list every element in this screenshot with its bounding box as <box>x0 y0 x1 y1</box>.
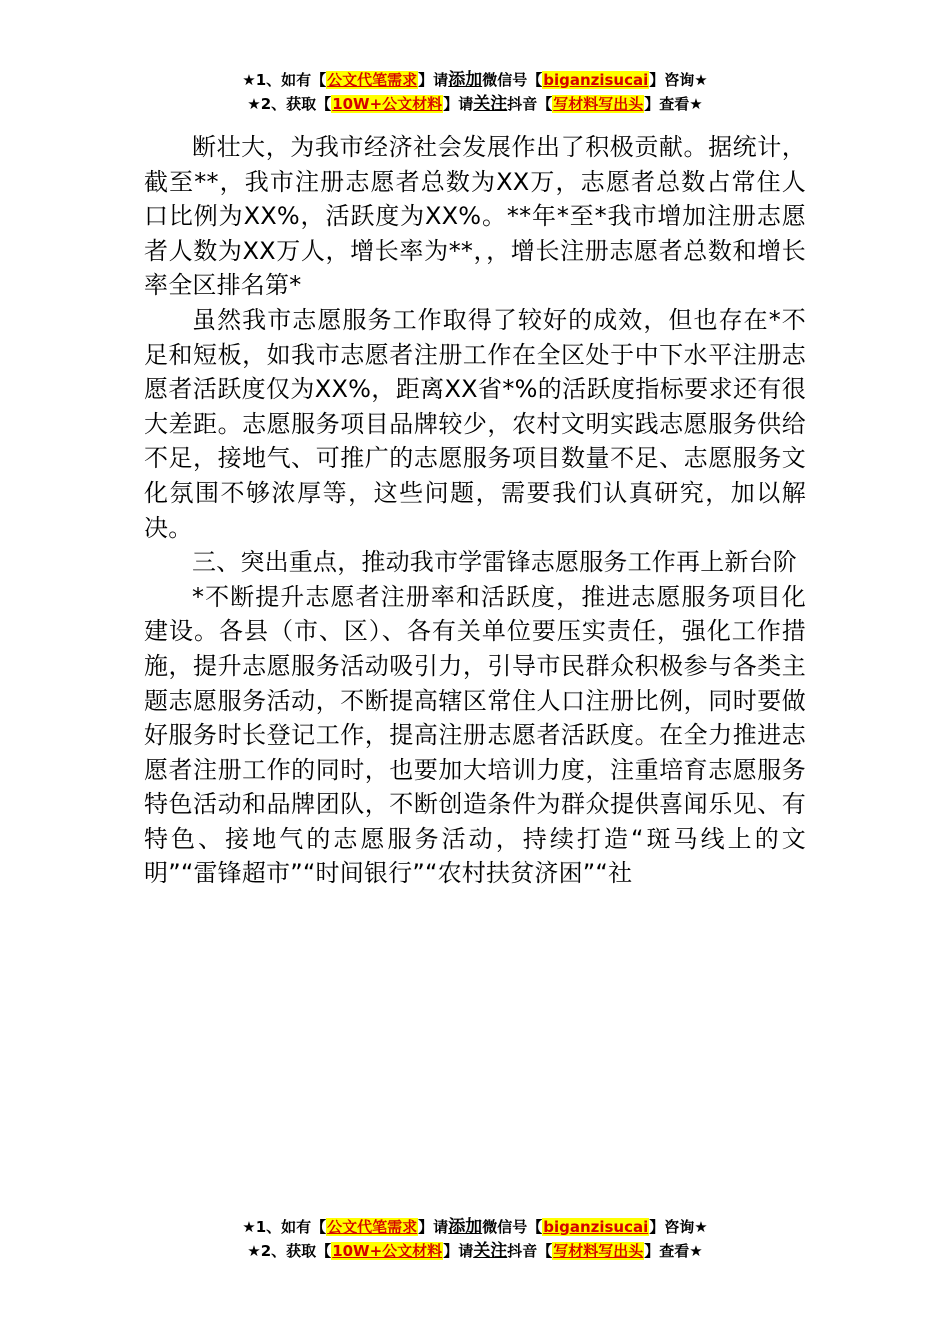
banner-emphasis: 关注 <box>473 1241 508 1261</box>
banner-text: 抖音【 <box>507 1242 553 1260</box>
star-icon: ★ <box>247 1242 261 1260</box>
banner-line-2 <box>0 1239 950 1263</box>
banner-text: 】请 <box>418 1218 449 1236</box>
star-icon: ★ <box>242 71 256 89</box>
banner-emphasis: 添加 <box>448 1217 483 1237</box>
section-heading: 三、突出重点，推动我市学雷锋志愿服务工作再上新台阶 <box>192 548 797 577</box>
banner-line-2 <box>0 92 950 116</box>
banner-text: 】查看 <box>644 95 690 113</box>
banner-text: 微信号【 <box>482 71 543 89</box>
highlight-service: 公文代笔需求 <box>327 1218 418 1236</box>
highlight-douyin: 写材料写出头 <box>553 95 644 113</box>
banner-text: 】咨询 <box>649 71 695 89</box>
banner-text: 1、如有【 <box>255 1218 327 1236</box>
banner-text: 】请 <box>443 95 474 113</box>
banner-text: 1、如有【 <box>255 71 327 89</box>
highlight-wechat-id: biganzisucai <box>543 1218 649 1236</box>
star-icon: ★ <box>694 71 708 89</box>
banner-text: 】咨询 <box>649 1218 695 1236</box>
banner-emphasis: 关注 <box>473 94 508 114</box>
document-body <box>144 130 806 891</box>
highlight-douyin: 写材料写出头 <box>553 1242 644 1260</box>
banner-text: 】查看 <box>644 1242 690 1260</box>
star-icon: ★ <box>689 95 703 113</box>
header-banner <box>0 68 950 116</box>
banner-emphasis: 添加 <box>448 70 483 90</box>
highlight-service: 公文代笔需求 <box>327 71 418 89</box>
star-icon: ★ <box>689 1242 703 1260</box>
paragraph: 断壮大，为我市经济社会发展作出了积极贡献。据统计，截至**，我市注册志愿者总数为XX万，志愿者总数占常住人口比例为XX%，活跃度为XX%。**年*至*我市增加注册志愿者人数为XX万人，增长率为**，，增长注册志愿者总数和增长率全区排名第* <box>144 133 806 300</box>
highlight-wechat-id: biganzisucai <box>543 71 649 89</box>
banner-text: 微信号【 <box>482 1218 543 1236</box>
highlight-materials: 10W+公文材料 <box>332 1242 443 1260</box>
footer-banner <box>0 1215 950 1263</box>
highlight-materials: 10W+公文材料 <box>332 95 443 113</box>
banner-text: 2、获取【 <box>260 95 332 113</box>
star-icon: ★ <box>247 95 261 113</box>
paragraph: 虽然我市志愿服务工作取得了较好的成效，但也存在*不足和短板，如我市志愿者注册工作在全区处于中下水平注册志愿者活跃度仅为XX%，距离XX省*%的活跃度指标要求还有很大差距。志愿服务项目品牌较少，农村文明实践志愿服务供给不足，接地气、可推广的志愿服务项目数量不足、志愿服务文化氛围不够浓厚等，这些问题，需要我们认真研究，加以解决。 <box>144 305 806 542</box>
star-icon: ★ <box>242 1218 256 1236</box>
banner-text: 】请 <box>443 1242 474 1260</box>
banner-text: 2、获取【 <box>260 1242 332 1260</box>
banner-text: 抖音【 <box>507 95 553 113</box>
banner-line-1 <box>0 68 950 92</box>
banner-line-1 <box>0 1215 950 1239</box>
star-icon: ★ <box>694 1218 708 1236</box>
banner-text: 】请 <box>418 71 449 89</box>
paragraph: *不断提升志愿者注册率和活跃度，推进志愿服务项目化建设。各县（市、区）、各有关单位要压实责任，强化工作措施，提升志愿服务活动吸引力，引导市民群众积极参与各类主题志愿服务活动，不断提高辖区常住人口注册比例，同时要做好服务时长登记工作，提高注册志愿者活跃度。在全力推进志愿者注册工作的同时，也要加大培训力度，注重培育志愿服务特色活动和品牌团队，不断创造条件为群众提供喜闻乐见、有特色、接地气的志愿服务活动，持续打造“斑马线上的文明”“雷锋超市”“时间银行”“农村扶贫济困”“社 <box>144 582 806 888</box>
